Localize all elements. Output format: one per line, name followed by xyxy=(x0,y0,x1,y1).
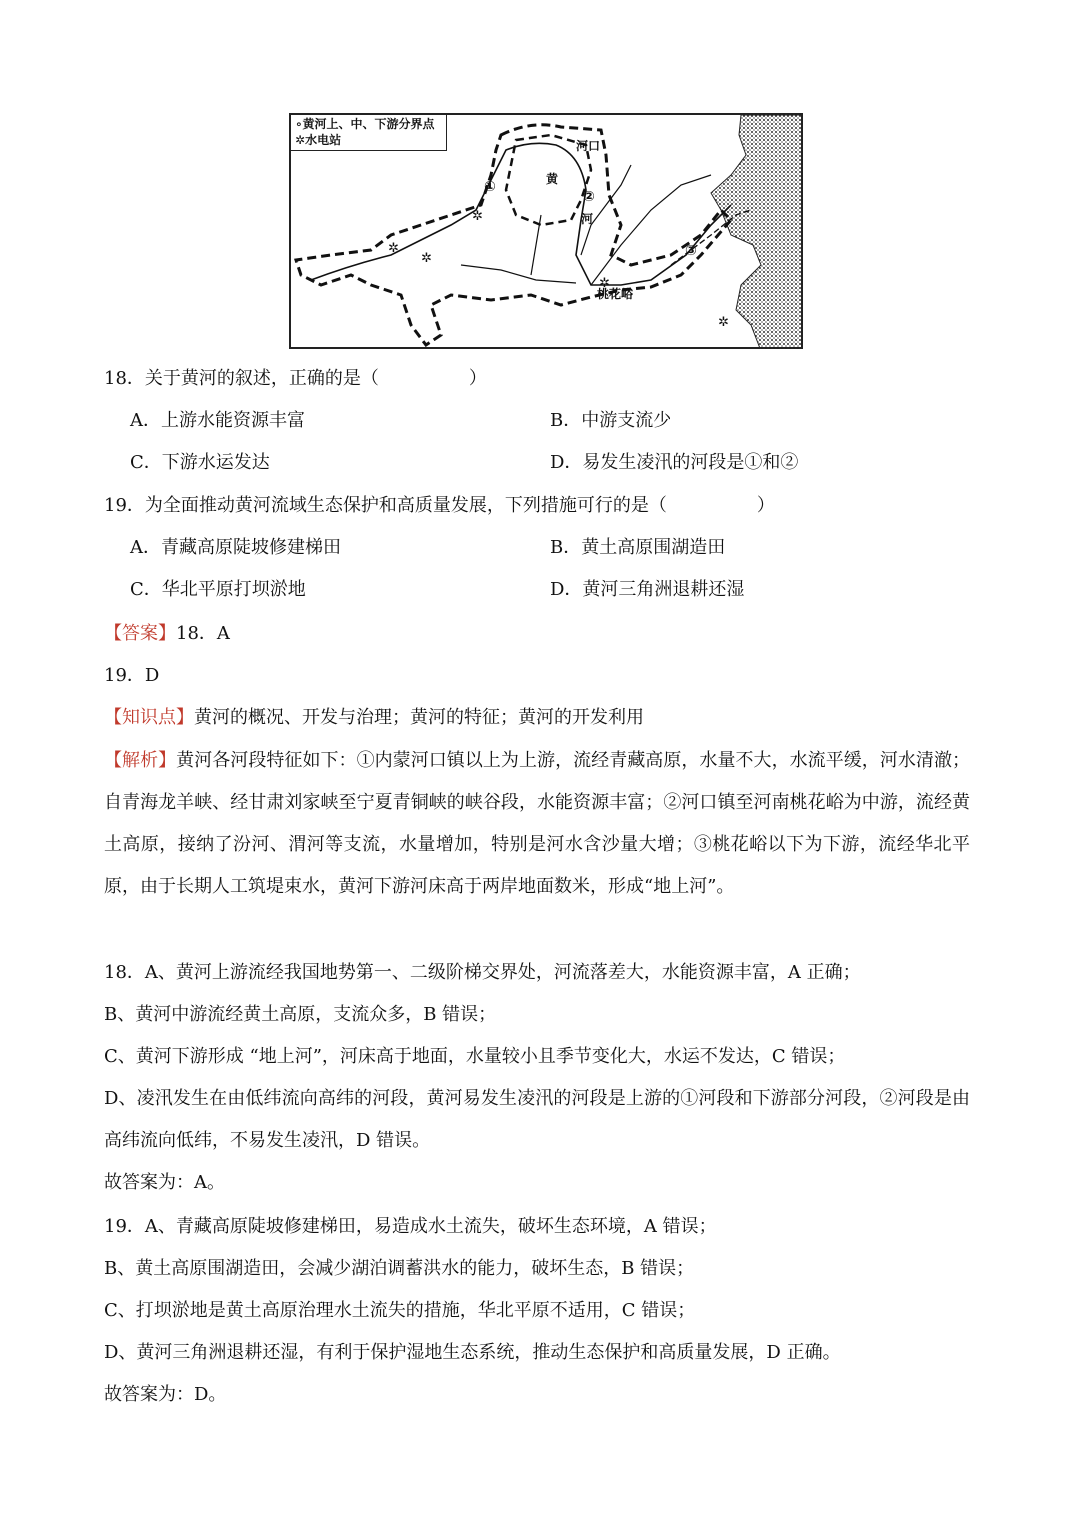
map-marker-1: ① xyxy=(484,179,496,195)
q18-option-b: B．中游支流少 xyxy=(550,410,672,431)
q19-option-c: C．华北平原打坝淤地 xyxy=(130,579,306,600)
q19-option-b: B．黄土高原围湖造田 xyxy=(550,537,726,558)
answer-18: 18．A xyxy=(176,623,230,644)
answer-19: 19．D xyxy=(104,665,160,686)
yellow-river xyxy=(311,143,731,285)
analysis-text: 黄河各河段特征如下：①内蒙河口镇以上为上游，流经青藏高原，水量不大，水流平缓，河水清澈；自青海龙羊峡、经甘肃刘家峡至宁夏青铜峡的峡谷段，水能资源丰富；②河口镇至河南桃花峪为中游，流经黄土高原，接纳了汾河、渭河等支流，水量增加，特别是河水含沙量大增；③桃花峪以下为下游，流经华北平原，由于长期人工筑堤束水，黄河下游河床高于两岸地面数米，形成“地上河”。 xyxy=(104,750,970,897)
explain18-conclusion: 故答案为：A。 xyxy=(104,1172,225,1193)
knowledge-line xyxy=(104,706,644,730)
station-icon: ✲ xyxy=(718,315,729,330)
map-label-he: 河 xyxy=(581,212,594,226)
legend-boundary-row: ∘黄河上、中、下游分界点 xyxy=(295,117,435,131)
q18-option-d: D．易发生凌汛的河段是①和② xyxy=(550,452,799,473)
q18-option-c: C．下游水运发达 xyxy=(130,452,270,473)
answer-line xyxy=(104,622,230,646)
explain19-conclusion: 故答案为：D。 xyxy=(104,1384,227,1405)
explain19-c: C、打坝淤地是黄土高原治理水土流失的措施，华北平原不适用，C 错误； xyxy=(104,1300,696,1321)
station-icon: ✲ xyxy=(388,241,399,256)
answer-tag: 【答案】 xyxy=(104,623,176,644)
explain18-b: B、黄河中游流经黄土高原，支流众多，B 错误； xyxy=(104,1004,497,1025)
q18-option-a: A．上游水能资源丰富 xyxy=(130,410,305,431)
analysis-tag: 【解析】 xyxy=(104,750,177,771)
explain19-d: D、黄河三角洲退耕还湿，有利于保护湿地生态系统，推动生态保护和高质量发展，D 正确。 xyxy=(104,1342,841,1363)
explain18-d: D、凌汛发生在由低纬流向高纬的河段，黄河易发生凌汛的河段是上游的①河段和下游部分河段，②河段是由高纬流向低纬，不易发生凌汛，D 错误。 xyxy=(104,1088,970,1151)
legend-station-row: ✲水电站 xyxy=(295,133,342,147)
map-label-taohuayu: 桃花峪 xyxy=(597,287,634,301)
explain18-a: 18．A、黄河上游流经我国地势第一、二级阶梯交界处，河流落差大，水能资源丰富，A 正确； xyxy=(104,962,861,983)
hydropower-station-icon: ✲ xyxy=(295,133,306,147)
explain19-a: 19．A、青藏高原陡坡修建梯田，易造成水土流失，破坏生态环境，A 错误； xyxy=(104,1216,717,1237)
map-label-hekou: 河口 xyxy=(576,139,601,153)
explain19-b: B、黄土高原围湖造田，会减少湖泊调蓄洪水的能力，破坏生态，B 错误； xyxy=(104,1258,695,1279)
station-icon: ✲ xyxy=(599,276,610,291)
yellow-river-map xyxy=(289,113,803,349)
map-marker-2: ② xyxy=(583,189,595,205)
q19-option-d: D．黄河三角洲退耕还湿 xyxy=(550,579,745,600)
station-icon: ✲ xyxy=(472,209,483,224)
tributary-wei xyxy=(461,265,576,283)
explain18-c: C、黄河下游形成 “地上河”，河床高于地面，水量较小且季节变化大，水运不发达，C 错误； xyxy=(104,1046,846,1067)
q19-option-a: A．青藏高原陡坡修建梯田 xyxy=(130,537,341,558)
tributary-north xyxy=(591,175,711,285)
map-legend xyxy=(291,115,447,151)
sea-area xyxy=(711,115,803,349)
analysis-paragraph xyxy=(104,740,970,908)
q19-stem: 19．为全面推动黄河流域生态保护和高质量发展，下列措施可行的是（ ） xyxy=(104,495,775,516)
knowledge-text: 黄河的概况、开发与治理；黄河的特征；黄河的开发利用 xyxy=(194,707,644,728)
map-label-huang: 黄 xyxy=(546,172,559,186)
knowledge-tag: 【知识点】 xyxy=(104,707,194,728)
map-marker-3: ③ xyxy=(685,243,697,259)
boundary-point-icon: ∘ xyxy=(295,117,303,131)
basin-boundary xyxy=(296,125,731,345)
q18-stem: 18．关于黄河的叙述，正确的是（ ） xyxy=(104,368,487,389)
station-icon: ✲ xyxy=(421,251,432,266)
